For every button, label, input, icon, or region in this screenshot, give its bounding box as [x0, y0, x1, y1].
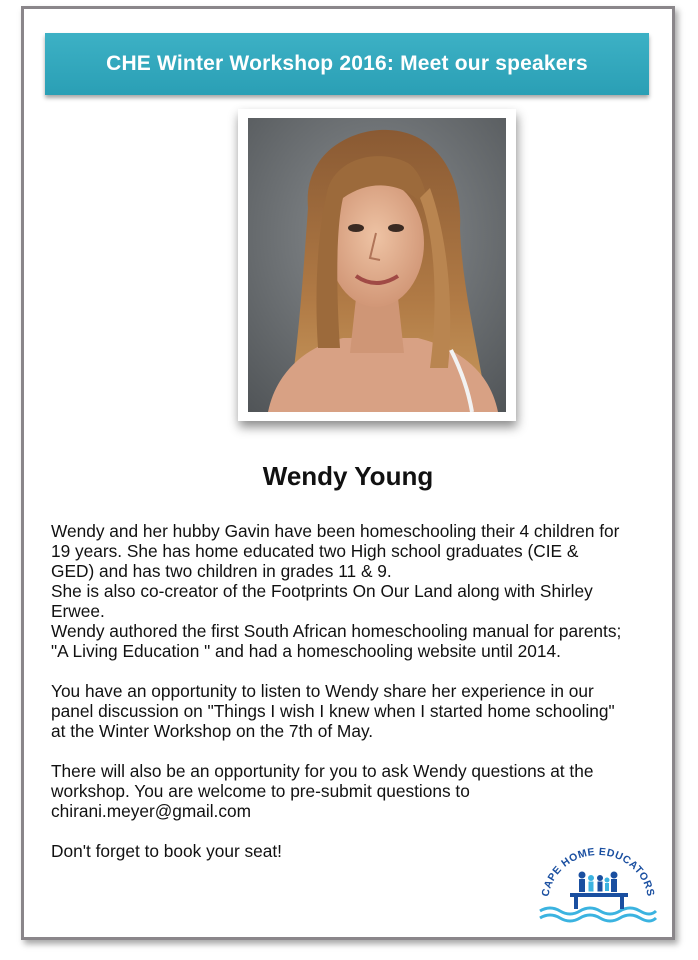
- logo-text: CAPE HOME EDUCATORS: [539, 845, 657, 898]
- speaker-bio: [51, 521, 671, 861]
- bio-line: 19 years. She has home educated two High school graduates (CIE &: [51, 541, 579, 561]
- panel-line: You have an opportunity to listen to Wendy share her experience in our: [51, 681, 594, 701]
- speaker-photo: [248, 118, 506, 412]
- bio-line: GED) and has two children in grades 11 & 9.: [51, 561, 392, 581]
- call-to-action: Don't forget to book your seat!: [51, 841, 282, 861]
- portrait-illustration: [248, 118, 506, 412]
- bio-line: Wendy authored the first South African homeschooling manual for parents;: [51, 621, 622, 641]
- speaker-name: Wendy Young: [262, 461, 434, 491]
- questions-line: workshop. You are welcome to pre-submit questions to: [51, 781, 470, 801]
- speaker-photo-frame: [238, 109, 516, 421]
- panel-line: panel discussion on "Things I wish I knew when I started home schooling": [51, 701, 615, 721]
- cape-home-educators-logo: [534, 841, 662, 927]
- email-text: chirani.meyer@gmail.com: [51, 801, 252, 821]
- poster-card: [21, 6, 675, 940]
- bio-line: "A Living Education " and had a homeschooling website until 2014.: [51, 641, 561, 661]
- bio-line: Wendy and her hubby Gavin have been homeschooling their 4 children for: [51, 521, 620, 541]
- questions-line: There will also be an opportunity for you to ask Wendy questions at the: [51, 761, 594, 781]
- bio-line: She is also co-creator of the Footprints On Our Land along with Shirley: [51, 581, 593, 601]
- banner-title: CHE Winter Workshop 2016: Meet our speakers: [45, 33, 649, 95]
- bio-line: Erwee.: [51, 601, 105, 621]
- panel-line: at the Winter Workshop on the 7th of May.: [51, 721, 374, 741]
